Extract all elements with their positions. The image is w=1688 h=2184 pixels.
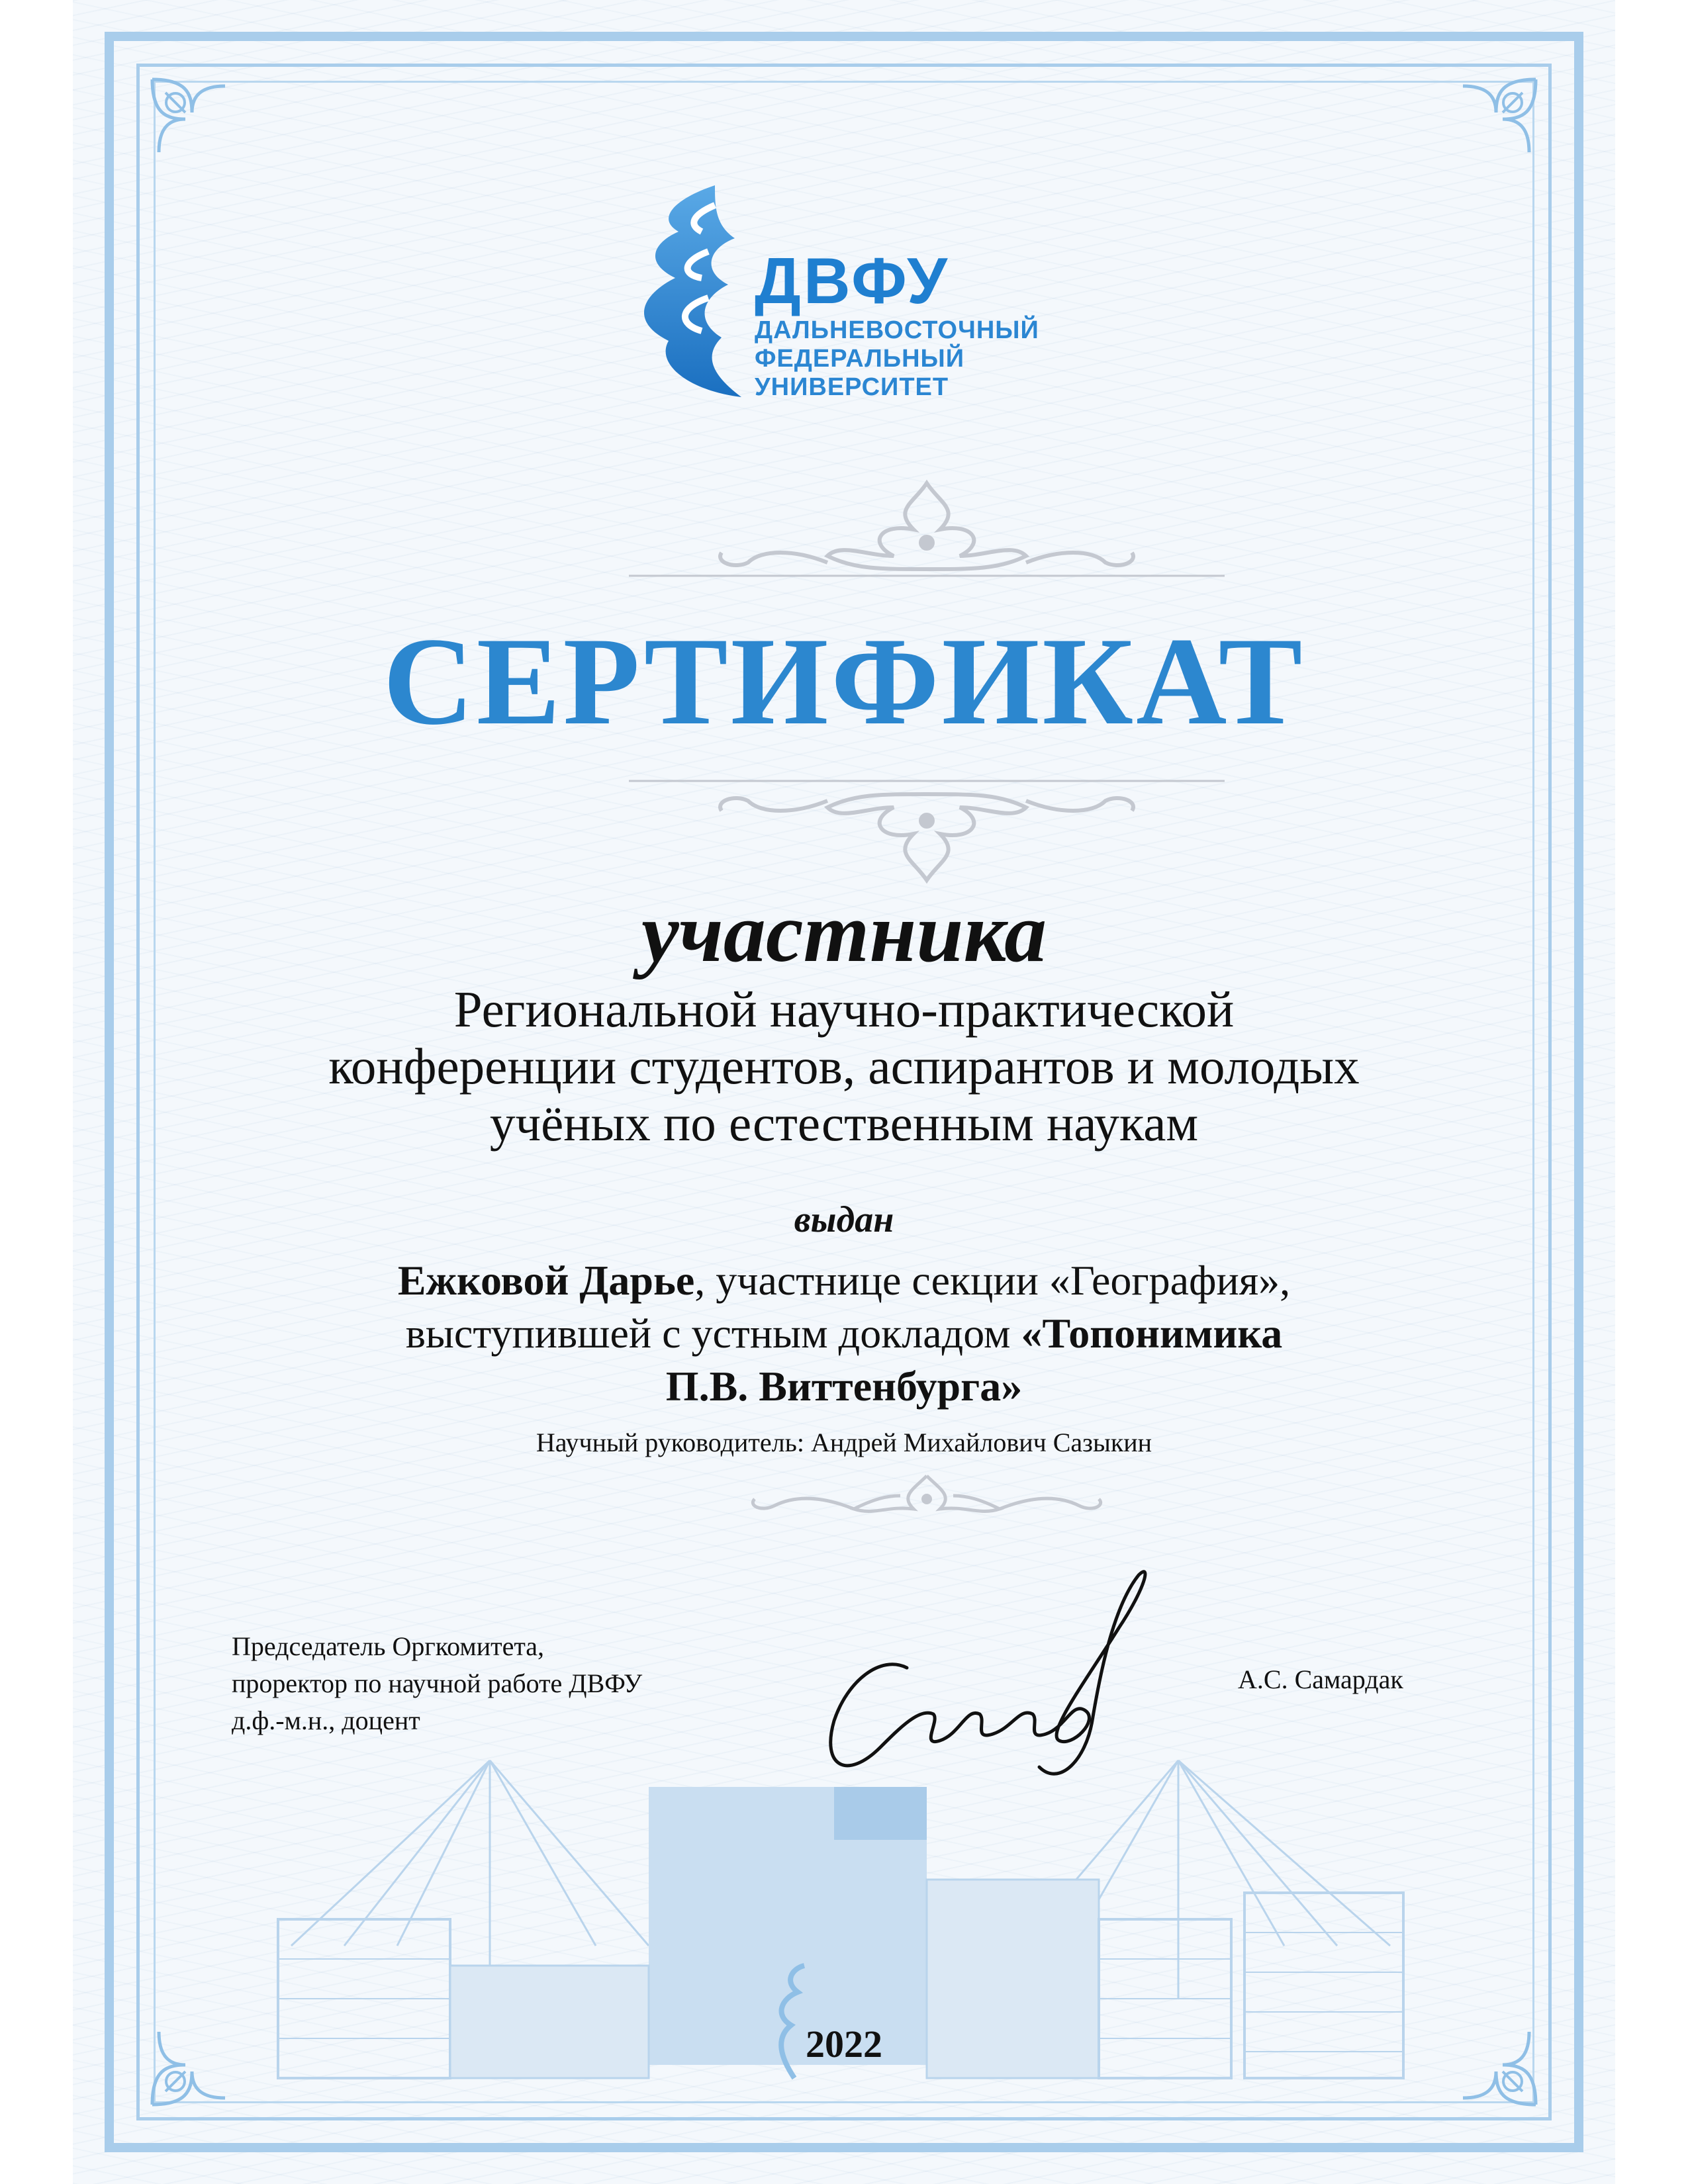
conference-line: учёных по естественным наукам	[489, 1095, 1199, 1152]
report-prefix: выступившей с устным докладом	[405, 1310, 1021, 1357]
recipient-line	[165, 1254, 1523, 1307]
scientific-advisor: Научный руководитель: Андрей Михайлович Сазыкин	[536, 1428, 1152, 1457]
report-line	[165, 1307, 1523, 1360]
recipient-section: , участнице секции «География»,	[694, 1257, 1291, 1304]
conference-line: Региональной научно-практической	[453, 981, 1235, 1038]
report-line	[165, 1360, 1523, 1413]
conference-line: конференции студентов, аспирантов и молодых	[328, 1038, 1360, 1095]
logo-name-line: ДАЛЬНЕВОСТОЧНЫЙ	[755, 316, 1039, 344]
report-title: «Топонимика	[1021, 1310, 1283, 1357]
position-line: д.ф.-м.н., доцент	[232, 1706, 420, 1735]
top-ornament-divider	[629, 470, 1225, 589]
bottom-ornament-divider	[629, 768, 1225, 893]
corner-ornament-top-left	[146, 73, 245, 172]
report-title-continued: П.В. Виттенбурга»	[665, 1363, 1023, 1410]
chair-position	[232, 1628, 642, 1739]
recipient-block	[165, 1254, 1523, 1413]
conference-name	[165, 981, 1523, 1152]
logo-name-line: УНИВЕРСИТЕТ	[755, 373, 949, 401]
certificate-year: 2022	[806, 2023, 882, 2066]
logo-name-line: ФЕДЕРАЛЬНЫЙ	[755, 345, 965, 373]
corner-ornament-top-right	[1443, 73, 1542, 172]
small-ornament-divider	[688, 1469, 1165, 1522]
issued-label: выдан	[794, 1199, 894, 1240]
position-line: проректор по научной работе ДВФУ	[232, 1668, 643, 1698]
signer-name: А.С. Самардак	[1238, 1664, 1403, 1694]
certificate-subtitle: участника	[641, 886, 1047, 979]
logo-abbreviation: ДВФУ	[755, 244, 951, 317]
position-line: Председатель Оргкомитета,	[232, 1631, 545, 1661]
certificate-title: СЕРТИФИКАТ	[383, 612, 1305, 751]
recipient-name: Ежковой Дарье	[397, 1257, 695, 1304]
